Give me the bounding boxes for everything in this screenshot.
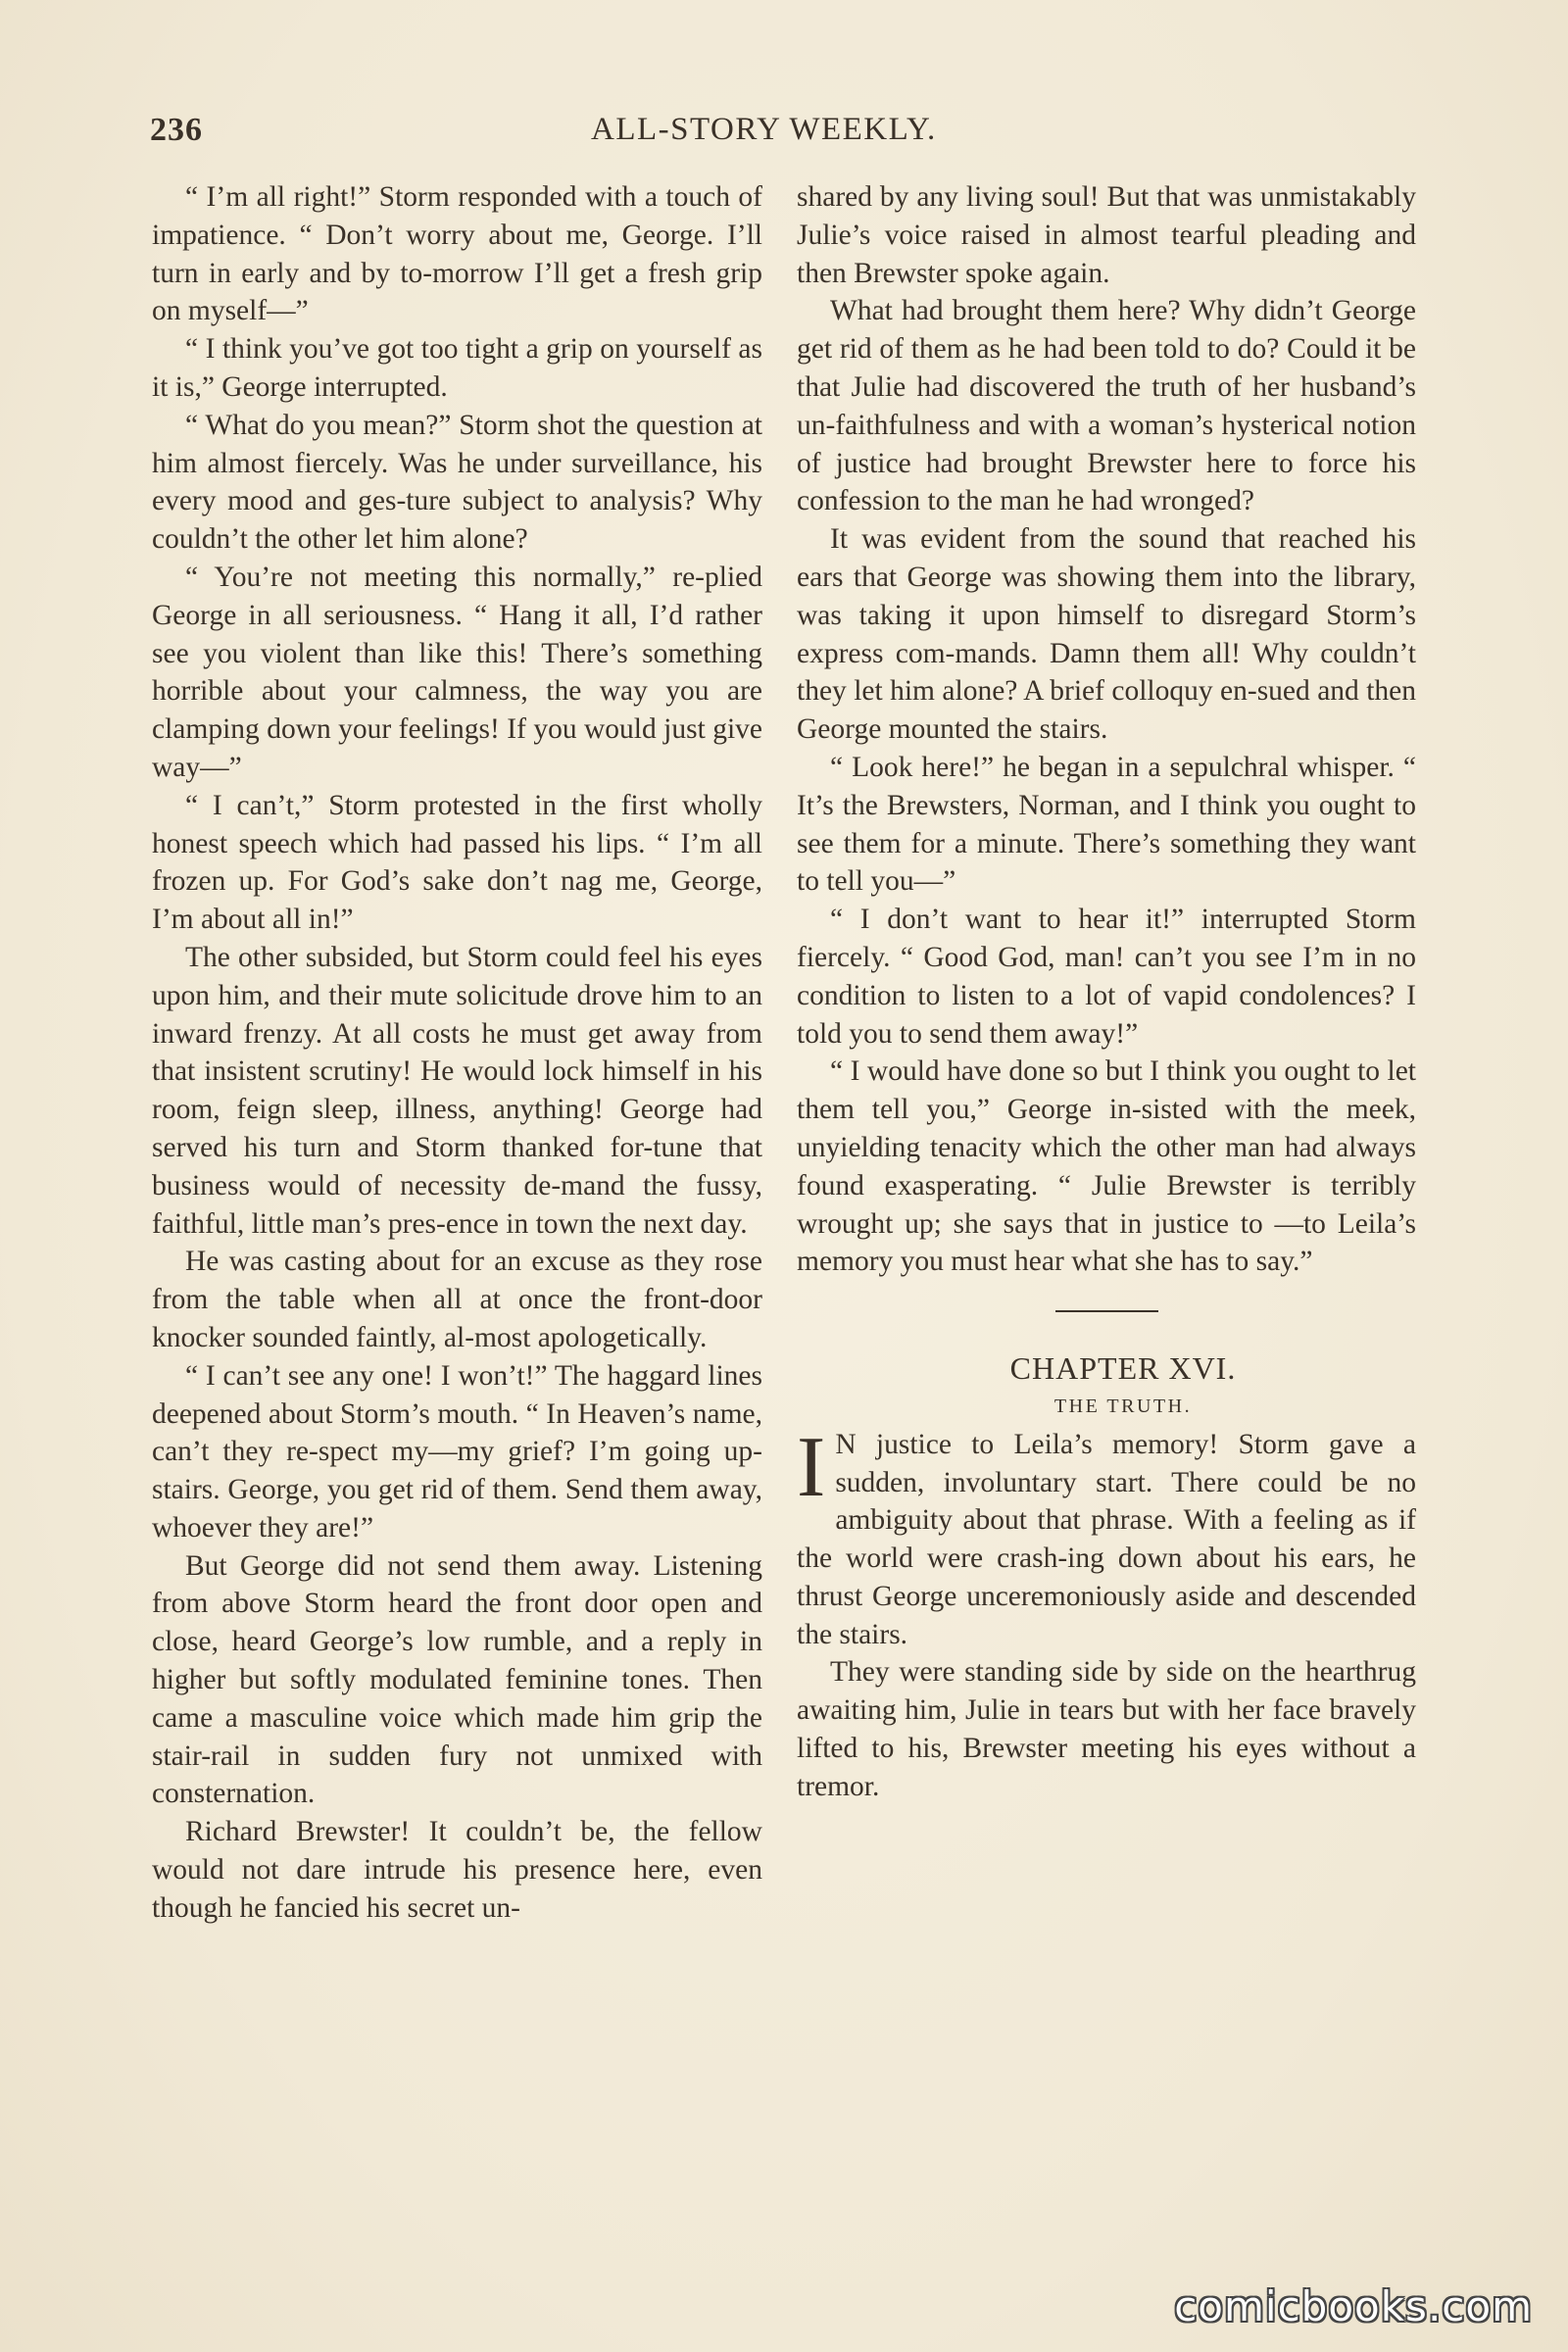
left-column [152,178,762,1928]
drop-cap: I [797,1419,826,1515]
paragraph: “ What do you mean?” Storm shot the question at him almost fiercely. Was he under surveillance, his every mood and ges-ture subject to analysis? Why couldn’t the other let him alone? [152,409,762,556]
paragraph: “ I think you’ve got too tight a grip on yourself as it is,” George interrupted. [152,333,762,403]
paragraph: Richard Brewster! It couldn’t be, the fellow would not dare intrude his presence here, even though he fancied his secret un- [152,1816,762,1924]
chapter-title: CHAPTER XVI. [1009,1350,1237,1387]
chapter-opening-paragraph [797,1419,1416,1654]
paragraph: “ I can’t see any one! I won’t!” The haggard lines deepened about Storm’s mouth. “ In Heaven’s name, can’t they re-spect my—my grief? I’m going up-stairs. George, you get rid of them. Send them away, whoever they are!” [152,1359,762,1544]
section-divider [1055,1310,1158,1312]
paragraph: “ I don’t want to hear it!” interrupted Storm fiercely. “ Good God, man! can’t you see I’m in no condition to listen to a lot of vapid condolences? I told you to send them away!” [797,904,1416,1050]
chapter-subtitle: THE TRUTH. [1054,1395,1193,1417]
paragraph: They were standing side by side on the hearthrug awaiting him, Julie in tears but with her face bravely lifted to his, Brewster meeting his eyes without a tremor. [797,1656,1416,1802]
opening-text: N justice to Leila’s memory! Storm gave a sudden, involuntary start. There could be no ambiguity about that phrase. With a feeling as if the world were crash-ing down about his ears, he thrust George unceremoniously aside and descended the stairs. [797,1428,1416,1650]
paragraph: “ I would have done so but I think you ought to let them tell you,” George in-sisted with the meek, unyielding tenacity which the other man had always found exasperating. “ Julie Brewster is terribly wrought up; she says that in justice to —to Leila’s memory you must hear what she has to say.” [797,1055,1416,1278]
running-head: ALL-STORY WEEKLY. [591,112,937,147]
paragraph: The other subsided, but Storm could feel his eyes upon him, and their mute solicitude drove him to an inward frenzy. At all costs he must get away from that insistent scrutiny! He would lock himself in his room, feign sleep, illness, anything! George had served his turn and Storm thanked for-tune that business would of necessity de-mand the fussy, faithful, little man’s pres-ence in town the next day. [152,941,762,1240]
paragraph: “ You’re not meeting this normally,” re-plied George in all seriousness. “ Hang it all, I’d rather see you violent than like this! There’s something horrible about your calmness, the way you are clamping down your feelings! If you would just give way—” [152,561,762,783]
right-column [797,178,1416,1806]
paragraph: “ I can’t,” Storm protested in the first wholly honest speech which had passed his lips. “ I’m all frozen up. For God’s sake don’t nag me, George, I’m about all in!” [152,789,762,936]
paragraph: But George did not send them away. Listening from above Storm heard the front door open and close, heard George’s low rumble, and a reply in higher but softly modulated feminine tones. Then came a masculine voice which made him grip the stair-rail in sudden fury not unmixed with consternation. [152,1549,762,1810]
paragraph: He was casting about for an excuse as they rose from the table when all at once the front-door knocker sounded faintly, al-most apologetically. [152,1246,762,1353]
paragraph: What had brought them here? Why didn’t George get rid of them as he had been told to do? Could it be that Julie had discovered the truth of her husband’s un-faithfulness and with a woman’s hysterical notion of justice had brought Brewster here to force his confession to the man he had wronged? [797,295,1416,517]
paragraph: It was evident from the sound that reached his ears that George was showing them into the library, was taking it upon himself to disregard Storm’s express com-mands. Damn them all! Why couldn’t they let him alone? A brief colloquy en-sued and then George mounted the stairs. [797,523,1416,746]
watermark-logo: comicbooks.com [1174,2282,1533,2330]
paragraph: “ I’m all right!” Storm responded with a touch of impatience. “ Don’t worry about me, George. I’ll turn in early and by to-morrow I’ll get a fresh grip on myself—” [152,181,762,327]
continued-paragraph: shared by any living soul! But that was unmistakably Julie’s voice raised in almost tearful pleading and then Brewster spoke again. [797,181,1416,289]
page-number: 236 [150,112,203,148]
page-header [150,108,1424,157]
paragraph: “ Look here!” he began in a sepulchral whisper. “ It’s the Brewsters, Norman, and I think you ought to see them for a minute. There’s something they want to tell you—” [797,751,1416,898]
